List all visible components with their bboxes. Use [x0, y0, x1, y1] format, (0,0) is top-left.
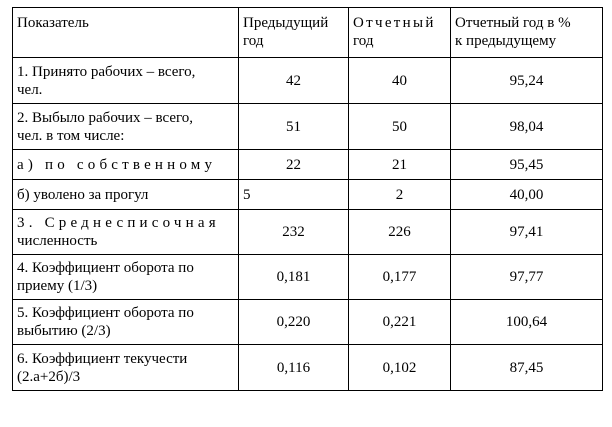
row-ratio: 40,00 — [451, 180, 603, 210]
row-current: 0,102 — [349, 345, 451, 391]
row-ratio: 98,04 — [451, 104, 603, 150]
table-row — [13, 345, 603, 391]
row-label-line1: 4. Коэффициент оборота по — [17, 260, 194, 276]
row-label-line1: б) уволено за прогул — [17, 186, 149, 203]
table-row — [13, 104, 603, 150]
row-label — [13, 58, 239, 104]
row-label — [13, 210, 239, 255]
row-previous: 51 — [239, 104, 349, 150]
row-ratio: 97,41 — [451, 210, 603, 255]
header-indicator — [13, 8, 239, 58]
header-current-line1: Отчетный — [353, 15, 436, 31]
table-row — [13, 300, 603, 345]
row-current: 21 — [349, 150, 451, 180]
row-current: 40 — [349, 58, 451, 104]
row-label-line1: 6. Коэффициент текучести — [17, 350, 188, 367]
table-row — [13, 180, 603, 210]
header-ratio — [451, 8, 603, 58]
row-label-line2: (2.а+2б)/3 — [17, 368, 81, 385]
header-previous-line1: Предыдущий — [243, 15, 329, 31]
row-current: 0,221 — [349, 300, 451, 345]
row-label — [13, 180, 239, 210]
row-label-line2: чел. в том числе: — [17, 127, 125, 144]
row-label — [13, 345, 239, 391]
row-current: 0,177 — [349, 255, 451, 300]
row-label-line1: 3. Среднесписочная — [17, 215, 220, 231]
row-previous: 0,220 — [239, 300, 349, 345]
row-label — [13, 104, 239, 150]
table-header-row — [13, 8, 603, 58]
header-ratio-line2: к предыдущему — [455, 33, 557, 49]
table-row — [13, 255, 603, 300]
row-current: 2 — [349, 180, 451, 210]
table-row — [13, 150, 603, 180]
row-ratio: 95,24 — [451, 58, 603, 104]
row-previous: 5 — [239, 180, 349, 210]
header-current-line2: год — [353, 33, 374, 49]
row-ratio: 100,64 — [451, 300, 603, 345]
table-row — [13, 58, 603, 104]
row-label — [13, 150, 239, 180]
header-previous-line2: год — [243, 33, 264, 49]
row-label-line2: численность — [17, 233, 98, 249]
row-label — [13, 300, 239, 345]
row-label-line2: чел. — [17, 81, 43, 98]
row-previous: 232 — [239, 210, 349, 255]
row-label-line2: приему (1/3) — [17, 278, 98, 294]
row-previous: 0,181 — [239, 255, 349, 300]
row-previous: 22 — [239, 150, 349, 180]
header-current-year — [349, 8, 451, 58]
header-indicator-text: Показатель — [17, 15, 89, 31]
row-label-line1: 1. Принято рабочих – всего, — [17, 63, 196, 80]
row-label-line1: 2. Выбыло рабочих – всего, — [17, 109, 194, 126]
row-current: 226 — [349, 210, 451, 255]
row-previous: 42 — [239, 58, 349, 104]
table-row — [13, 210, 603, 255]
row-ratio: 87,45 — [451, 345, 603, 391]
row-label-line2: выбытию (2/3) — [17, 323, 111, 339]
row-label-line1: 5. Коэффициент оборота по — [17, 305, 194, 321]
workforce-table — [12, 7, 603, 391]
row-label — [13, 255, 239, 300]
row-ratio: 95,45 — [451, 150, 603, 180]
header-previous-year — [239, 8, 349, 58]
header-ratio-line1: Отчетный год в % — [455, 15, 571, 31]
row-label-line1: а) по собственному — [17, 156, 217, 173]
row-ratio: 97,77 — [451, 255, 603, 300]
row-current: 50 — [349, 104, 451, 150]
row-previous: 0,116 — [239, 345, 349, 391]
